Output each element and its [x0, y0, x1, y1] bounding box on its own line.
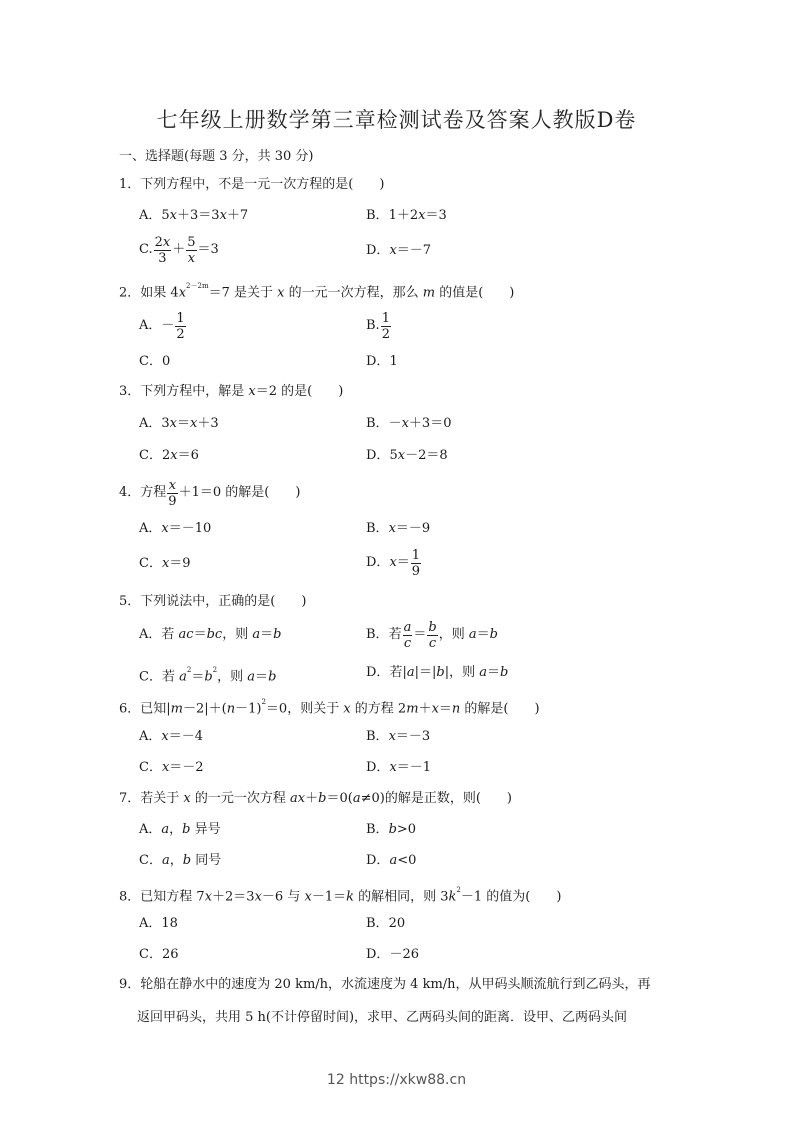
exponent: 2－2m — [186, 282, 209, 290]
option-d: D．1 — [366, 354, 398, 369]
option-label: A． — [139, 208, 162, 223]
option-label: C． — [139, 448, 162, 463]
option-a: A．a，b 异号 — [139, 822, 221, 837]
option-label: A． — [139, 729, 162, 744]
option-label: D． — [366, 354, 390, 369]
option-text: 同号 — [195, 853, 222, 868]
question-text: 下列方程中，不是一元一次方程的是( ) — [140, 177, 385, 192]
option-d: D．若|a|＝|b|，则 a＝b — [366, 665, 509, 680]
option-b: B．1＋2x＝3 — [366, 208, 447, 223]
question-text: 下列说法中，正确的是( ) — [140, 594, 307, 609]
option-d: D．x＝－7 — [366, 243, 432, 258]
option-text: 26 — [161, 947, 179, 962]
option-c: C．a，b 同号 — [139, 853, 222, 868]
question-9-line-1 — [119, 977, 651, 993]
footer-url[interactable]: https://xkw88.cn — [349, 1072, 467, 1088]
option-a: A．5x＋3＝3x＋7 — [139, 208, 249, 223]
question-3-stem: 3．下列方程中，解是 x＝2 的是( ) — [119, 384, 344, 399]
option-label: A． — [139, 916, 162, 931]
option-d: D．x＝－1 — [366, 760, 432, 775]
question-number: 2． — [119, 285, 141, 301]
option-label: C． — [139, 853, 162, 868]
fraction: $\frac{2x}{3}$ — [154, 235, 171, 266]
option-a: A．x＝－4 — [139, 729, 204, 744]
option-label: B． — [366, 208, 389, 223]
option-label: B． — [366, 521, 389, 536]
option-c: C. $\frac{2x}{3}$ ＋ $\frac{5}{x}$ ＝3 — [139, 235, 219, 266]
question-text: 返回甲码头，共用 5 h(不计停留时间)，求甲、乙两码头间的距离．设甲、乙两码头间 — [137, 1010, 628, 1025]
option-b: B．若 $\frac{a}{c}$ ＝ $\frac{b}{c}$ ，则 a＝b — [366, 620, 498, 651]
option-label: B. — [366, 318, 380, 333]
option-b: B．－x＋3＝0 — [366, 416, 452, 431]
option-d: D．a<0 — [366, 853, 417, 868]
page-title: 七年级上册数学第三章检测试卷及答案人教版D卷 — [156, 108, 637, 132]
fraction: $\frac{1}{2}$ — [381, 311, 390, 342]
option-label: B． — [366, 822, 389, 837]
option-a: A．若 ac＝bc，则 a＝b — [139, 627, 282, 642]
option-label: A． — [139, 416, 162, 431]
option-a: A．－ $\frac{1}{2}$ — [139, 311, 185, 342]
question-text: 轮船在静水中的速度为 20 km/h，水流速度为 4 km/h，从甲码头顺流航行到乙码头，再 — [140, 977, 651, 992]
option-label: D． — [366, 243, 390, 258]
question-number: 3． — [119, 384, 141, 399]
option-d: D．x＝ $\frac{1}{9}$ — [366, 548, 421, 579]
option-label: C． — [139, 669, 162, 685]
option-label: D． — [366, 555, 390, 570]
option-label: C． — [139, 354, 162, 369]
option-a — [139, 916, 178, 932]
option-c: C．2x＝6 — [139, 448, 199, 463]
option-label: B． — [366, 916, 389, 931]
option-b: B．b>0 — [366, 822, 417, 837]
fraction: $\frac{1}{2}$ — [176, 311, 185, 342]
fraction: $\frac{a}{c}$ — [403, 620, 412, 651]
question-8-stem: 8．已知方程 7x＋2＝3x－6 与 x－1＝k 的解相同，则 $3k^2-1$ 的值为( ) — [119, 886, 562, 905]
page-number: 12 — [326, 1072, 345, 1088]
option-label: D． — [366, 760, 390, 775]
question-number: 5． — [119, 594, 141, 609]
option-b: B．x＝－9 — [366, 521, 431, 536]
question-number: 9． — [119, 977, 141, 992]
option-label: A． — [139, 822, 162, 837]
option-label: B． — [366, 416, 389, 431]
fraction: $\frac{1}{9}$ — [411, 548, 421, 579]
question-number: 8． — [119, 889, 141, 905]
question-9-line-2 — [137, 1010, 627, 1026]
option-label: B． — [366, 729, 389, 744]
option-text: 异号 — [194, 822, 221, 837]
question-number: 1． — [119, 177, 141, 192]
option-a: A．3x＝x＋3 — [139, 416, 219, 431]
option-label: B． — [366, 627, 389, 642]
fraction: $\frac{b}{c}$ — [428, 620, 437, 651]
option-text: －26 — [389, 947, 419, 962]
question-6-stem: 6．已知$|m-2|+(n-1)^2=0$，则关于 x 的方程 2m＋x＝n 的解是( ) — [119, 698, 540, 717]
question-4-stem: 4．方程 $\frac{x}{9}$ ＋1＝0 的解是( ) — [119, 478, 301, 509]
option-c: C．若 $a^2=b^2$，则 a＝b — [139, 666, 277, 685]
option-d: D．5x－2＝8 — [366, 448, 448, 463]
question-2-stem: 2．如果 $4x^{2-2m}=7$ 是关于 x 的一元一次方程，那么 m 的值是( ) — [119, 282, 515, 301]
fraction: $\frac{x}{9}$ — [168, 478, 177, 509]
option-c — [139, 947, 179, 963]
question-number: 6． — [119, 701, 141, 717]
option-b — [366, 310, 392, 341]
page-footer — [0, 1072, 793, 1088]
option-b: B．x＝－3 — [366, 729, 431, 744]
option-label: D． — [366, 853, 390, 868]
option-label: C． — [139, 947, 162, 962]
question-7-stem: 7．若关于 x 的一元一次方程 ax＋b＝0(a≠0)的解是正数，则( ) — [119, 791, 512, 806]
option-text: 18 — [161, 916, 178, 931]
option-d — [366, 947, 419, 963]
option-label: D． — [366, 665, 390, 680]
option-label: A． — [139, 521, 162, 536]
question-5-stem — [119, 594, 306, 610]
option-c: C．x＝9 — [139, 556, 191, 571]
question-number: 7． — [119, 791, 141, 806]
option-label: A． — [139, 627, 162, 642]
option-label: C. — [139, 242, 153, 257]
option-label: C． — [139, 556, 162, 571]
question-number: 4． — [119, 485, 141, 500]
option-b — [366, 916, 405, 932]
option-c: C．0 — [139, 354, 171, 369]
option-label: A． — [139, 318, 162, 333]
option-label: D． — [366, 947, 390, 962]
question-1-stem — [119, 177, 384, 193]
option-text: 20 — [388, 916, 406, 931]
option-label: D． — [366, 448, 390, 463]
option-label: C． — [139, 760, 162, 775]
fraction: $\frac{5}{x}$ — [187, 235, 196, 266]
section-heading: 一、选择题(每题 3 分，共 30 分) — [119, 149, 314, 164]
option-c: C．x＝－2 — [139, 760, 204, 775]
option-a: A．x＝－10 — [139, 521, 212, 536]
